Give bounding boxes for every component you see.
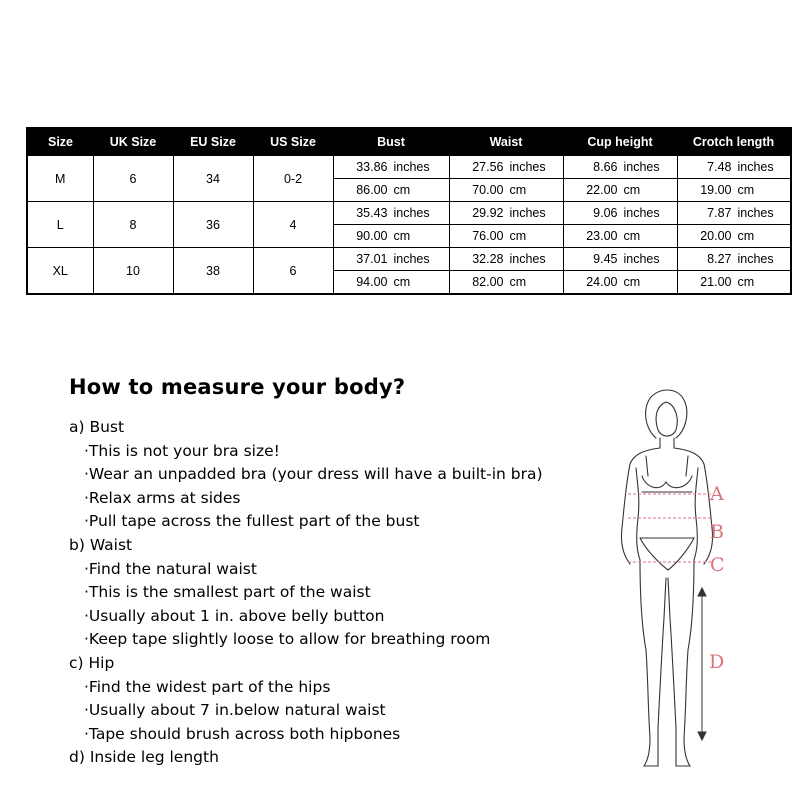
cell-size: L xyxy=(27,202,93,248)
guide-item: ·Tape should brush across both hipbones xyxy=(84,724,401,743)
cell-size: XL xyxy=(27,248,93,295)
cell-uk: 8 xyxy=(93,202,173,248)
cell-crotch_length-cm xyxy=(677,271,791,295)
cell-crotch_length-inches xyxy=(677,156,791,179)
measure-unit: cm xyxy=(623,229,641,243)
measure-value: 8.66 xyxy=(593,160,618,174)
measure-value: 27.56 xyxy=(472,160,504,174)
measure-unit: inches xyxy=(393,252,430,266)
measure-value: 70.00 xyxy=(472,183,504,197)
cell-us: 6 xyxy=(253,248,333,295)
measure-value: 22.00 xyxy=(586,183,618,197)
table-row xyxy=(27,248,791,271)
measure-unit: inches xyxy=(509,252,546,266)
measure-unit: inches xyxy=(509,160,546,174)
inseam-arrow-head-top xyxy=(698,588,706,596)
table-header-row xyxy=(27,128,791,156)
cell-bust-inches xyxy=(333,248,449,271)
section-heading: a) Bust xyxy=(69,418,125,436)
measure-value: 9.45 xyxy=(593,252,618,266)
measure-value: 33.86 xyxy=(356,160,388,174)
section-heading: b) Waist xyxy=(69,535,133,554)
section-heading: d) Inside leg length xyxy=(69,748,219,767)
cell-eu: 38 xyxy=(173,248,253,295)
measure-unit: cm xyxy=(737,275,755,289)
measure-value: 7.48 xyxy=(707,160,732,174)
guide-item: ·Usually about 1 in. above belly button xyxy=(84,606,385,625)
measure-unit: cm xyxy=(393,183,411,197)
label-a: A xyxy=(710,483,724,505)
label-d: D xyxy=(709,651,725,673)
table-row xyxy=(27,202,791,225)
guide-item: ·This is not your bra size! xyxy=(84,441,280,460)
cell-bust-cm xyxy=(333,225,449,248)
cell-uk: 6 xyxy=(93,156,173,202)
cell-cup_height-cm xyxy=(563,179,677,202)
cell-uk: 10 xyxy=(93,248,173,295)
column-header: UK Size xyxy=(93,128,173,156)
measure-unit: cm xyxy=(509,275,527,289)
cell-us: 4 xyxy=(253,202,333,248)
measure-value: 20.00 xyxy=(700,229,732,243)
cell-waist-inches xyxy=(449,248,563,271)
table-body xyxy=(27,156,791,295)
measure-unit: inches xyxy=(393,160,430,174)
cell-waist-cm xyxy=(449,179,563,202)
cell-crotch_length-cm xyxy=(677,225,791,248)
figure-underwear xyxy=(640,538,694,570)
cell-cup_height-cm xyxy=(563,225,677,248)
cell-cup_height-cm xyxy=(563,271,677,295)
body-measurement-figure xyxy=(600,388,730,783)
figure-bra xyxy=(642,456,692,492)
measure-value: 24.00 xyxy=(586,275,618,289)
measure-value: 35.43 xyxy=(356,206,388,220)
cell-us: 0-2 xyxy=(253,156,333,202)
cell-bust-inches xyxy=(333,156,449,179)
cell-crotch_length-inches xyxy=(677,248,791,271)
cell-waist-inches xyxy=(449,202,563,225)
measure-unit: cm xyxy=(623,275,641,289)
measure-value: 19.00 xyxy=(700,183,732,197)
cell-bust-cm xyxy=(333,179,449,202)
measure-value: 21.00 xyxy=(700,275,732,289)
guide-title: How to measure your body? xyxy=(69,375,406,399)
measure-value: 9.06 xyxy=(593,206,618,220)
column-header: US Size xyxy=(253,128,333,156)
measure-unit: cm xyxy=(393,229,411,243)
label-b: B xyxy=(710,521,724,543)
figure-torso-right xyxy=(694,468,698,560)
measure-value: 29.92 xyxy=(472,206,504,220)
measure-value: 86.00 xyxy=(356,183,388,197)
cell-crotch_length-cm xyxy=(677,179,791,202)
figure-right-leg xyxy=(668,560,694,766)
measure-value: 23.00 xyxy=(586,229,618,243)
guide-item: ·Keep tape slightly loose to allow for breathing room xyxy=(84,630,491,649)
cell-waist-inches xyxy=(449,156,563,179)
measure-unit: cm xyxy=(737,229,755,243)
column-header: Size xyxy=(27,128,93,156)
cell-bust-cm xyxy=(333,271,449,295)
guide-item: ·Wear an unpadded bra (your dress will have a built-in bra) xyxy=(84,465,543,484)
figure-left-arm xyxy=(621,448,660,564)
cell-waist-cm xyxy=(449,271,563,295)
measure-unit: inches xyxy=(737,252,774,266)
column-header: Bust xyxy=(333,128,449,156)
figure-right-arm xyxy=(674,448,713,564)
column-header: Waist xyxy=(449,128,563,156)
column-header: Crotch length xyxy=(677,128,791,156)
measure-value: 90.00 xyxy=(356,229,388,243)
guide-item: ·Relax arms at sides xyxy=(84,488,241,507)
measure-value: 32.28 xyxy=(472,252,504,266)
table-row xyxy=(27,156,791,179)
cell-waist-cm xyxy=(449,225,563,248)
guide-item: ·Find the natural waist xyxy=(84,559,257,578)
measure-value: 37.01 xyxy=(356,252,388,266)
measure-unit: inches xyxy=(623,252,660,266)
column-header: EU Size xyxy=(173,128,253,156)
section-heading: c) Hip xyxy=(69,653,115,672)
measure-unit: cm xyxy=(623,183,641,197)
measure-value: 8.27 xyxy=(707,252,732,266)
cell-eu: 34 xyxy=(173,156,253,202)
measure-unit: inches xyxy=(623,160,660,174)
figure-torso-left xyxy=(636,468,640,560)
cell-eu: 36 xyxy=(173,202,253,248)
guide-item: ·This is the smallest part of the waist xyxy=(84,583,371,602)
measure-value: 82.00 xyxy=(472,275,504,289)
measure-unit: inches xyxy=(623,206,660,220)
column-header: Cup height xyxy=(563,128,677,156)
figure-left-leg xyxy=(640,560,666,766)
measure-value: 7.87 xyxy=(707,206,732,220)
label-c: C xyxy=(710,554,725,576)
measurement-guide xyxy=(69,416,589,770)
guide-item: ·Pull tape across the fullest part of the bust xyxy=(84,512,420,531)
measure-unit: inches xyxy=(393,206,430,220)
measure-unit: cm xyxy=(737,183,755,197)
cell-crotch_length-inches xyxy=(677,202,791,225)
cell-size: M xyxy=(27,156,93,202)
cell-bust-inches xyxy=(333,202,449,225)
cell-cup_height-inches xyxy=(563,202,677,225)
measure-unit: inches xyxy=(737,160,774,174)
figure-neck xyxy=(660,438,674,448)
measure-value: 76.00 xyxy=(472,229,504,243)
measure-unit: cm xyxy=(509,229,527,243)
cell-cup_height-inches xyxy=(563,156,677,179)
guide-item: ·Find the widest part of the hips xyxy=(84,677,331,696)
measure-unit: cm xyxy=(393,275,411,289)
measure-unit: cm xyxy=(509,183,527,197)
figure-face xyxy=(656,402,677,436)
guide-item: ·Usually about 7 in.below natural waist xyxy=(84,701,386,720)
measure-value: 94.00 xyxy=(356,275,388,289)
figure-head xyxy=(646,390,687,438)
inseam-arrow-head-bottom xyxy=(698,732,706,740)
size-table xyxy=(26,127,792,295)
measure-unit: inches xyxy=(737,206,774,220)
cell-cup_height-inches xyxy=(563,248,677,271)
measure-unit: inches xyxy=(509,206,546,220)
